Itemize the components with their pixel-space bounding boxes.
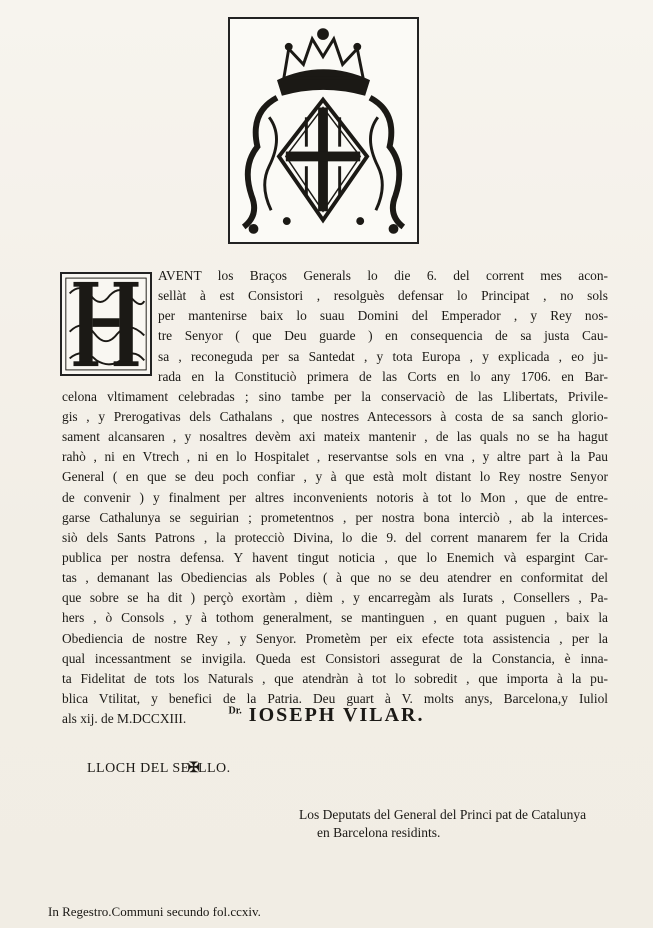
coat-of-arms-icon [230, 19, 417, 242]
body-line: sament alcansaren , y nosaltres devèm axi mateix mantenir , de las quals no se ha hagut [62, 429, 608, 445]
deputats-line-1: Los Deputats del General del Princi pat de Catalunya [299, 807, 587, 822]
seal-text-left: LLOCH DEL SE [87, 761, 190, 776]
body-line: AVENT los Braços Generals lo die 6. del corrent mes acon- [158, 268, 608, 283]
body-line: sa , reconeguda per sa Santedat , y tota Europa , y explicada , eo ju- [158, 348, 608, 364]
body-line: publica per nostra defensa. Y havent tingut noticia , que lo Enemich và espargint Car- [62, 549, 608, 565]
signature-line [0, 704, 653, 727]
deputats-line-2: en Barcelona residints. [317, 825, 441, 840]
body-line: garse Cathalunya se seguirian ; prometentnos , per nostra bona interciò , ab la interces- [62, 509, 608, 525]
coat-of-arms-woodcut [228, 17, 419, 244]
body-line: gis , y Prerogativas dels Cathalans , que nostres Antecessors à costa de sa sanch glorio- [62, 408, 608, 424]
seal-cross-icon: ✠ [187, 761, 200, 776]
seal-place [87, 760, 231, 777]
body-line: de convenir ) y finalment per altres inconvenients notoris à tot lo Mon , que de entre- [62, 489, 608, 505]
body-line: tre Senyor ( que Deu guarde ) en consequencia de sa justa Cau- [158, 328, 608, 344]
seal-text-right: LLO. [197, 761, 231, 776]
body-line: hers , ò Consols , y à tothom generalment, se mantinguen , en quant puguen , baix la [62, 610, 608, 626]
body-line: que sobre se ha dit ) perçò exortàm , dièm , y encarregàm als Iurats , Consellers , Pa- [62, 590, 608, 606]
body-line: rahò , ni en Vtrech , ni en lo Hospitalet , reservantse sols en vna , y altre part à la Pau [62, 449, 608, 465]
body-line: sellàt à est Consistori , resolguès defensar lo Principat , no sols [158, 288, 608, 304]
body-line: rada en la Constituciò primera de las Corts en lo any 1706. en Bar- [158, 368, 608, 384]
body-line: General ( en que se deu poch confiar , y à que està molt distant lo Rey nostre Senyor [62, 469, 608, 485]
body-line: celona vltimament celebradas ; sino tambe per la conservaciò de las Llibertats, Privile- [62, 388, 608, 404]
body-line: blica Vtilitat, y benefici de la Patria. Deu guart à V. molts anys, Barcelona,y Iuliol [62, 690, 608, 706]
body-line: siò dels Sants Patrons , la protecciò Divina, lo die 9. del corrent manarem fer la Crida [62, 529, 608, 545]
body-line: per mantenirse baix lo suau Domini del Emperador , y Rey nos- [158, 308, 608, 324]
proclamation-body [62, 266, 608, 729]
body-line: ta Fidelitat de tots los Naturals , que atendràn à tot lo sobredit , que importa à la pu- [62, 670, 608, 686]
body-line: Obediencia de nostre Rey , y Senyor. Prometèm per eix efecte tota assistencia , per la [62, 630, 608, 646]
body-line: qual incessantment se invigila. Queda est Consistori assegurat de la Constancia, è inna- [62, 650, 608, 666]
deputats-attribution [299, 806, 619, 842]
signature-name: IOSEPH VILAR. [248, 704, 425, 726]
body-line: tas , demanant las Obediencias als Pobles ( à que no se deu atendrer en conformitat del [62, 570, 608, 586]
body-line: als xij. de M.DCCXIII. [62, 711, 187, 727]
signature-title: Dr. [228, 705, 242, 717]
registry-note: In Regestro.Communi secundo fol.ccxiv. [48, 904, 261, 919]
